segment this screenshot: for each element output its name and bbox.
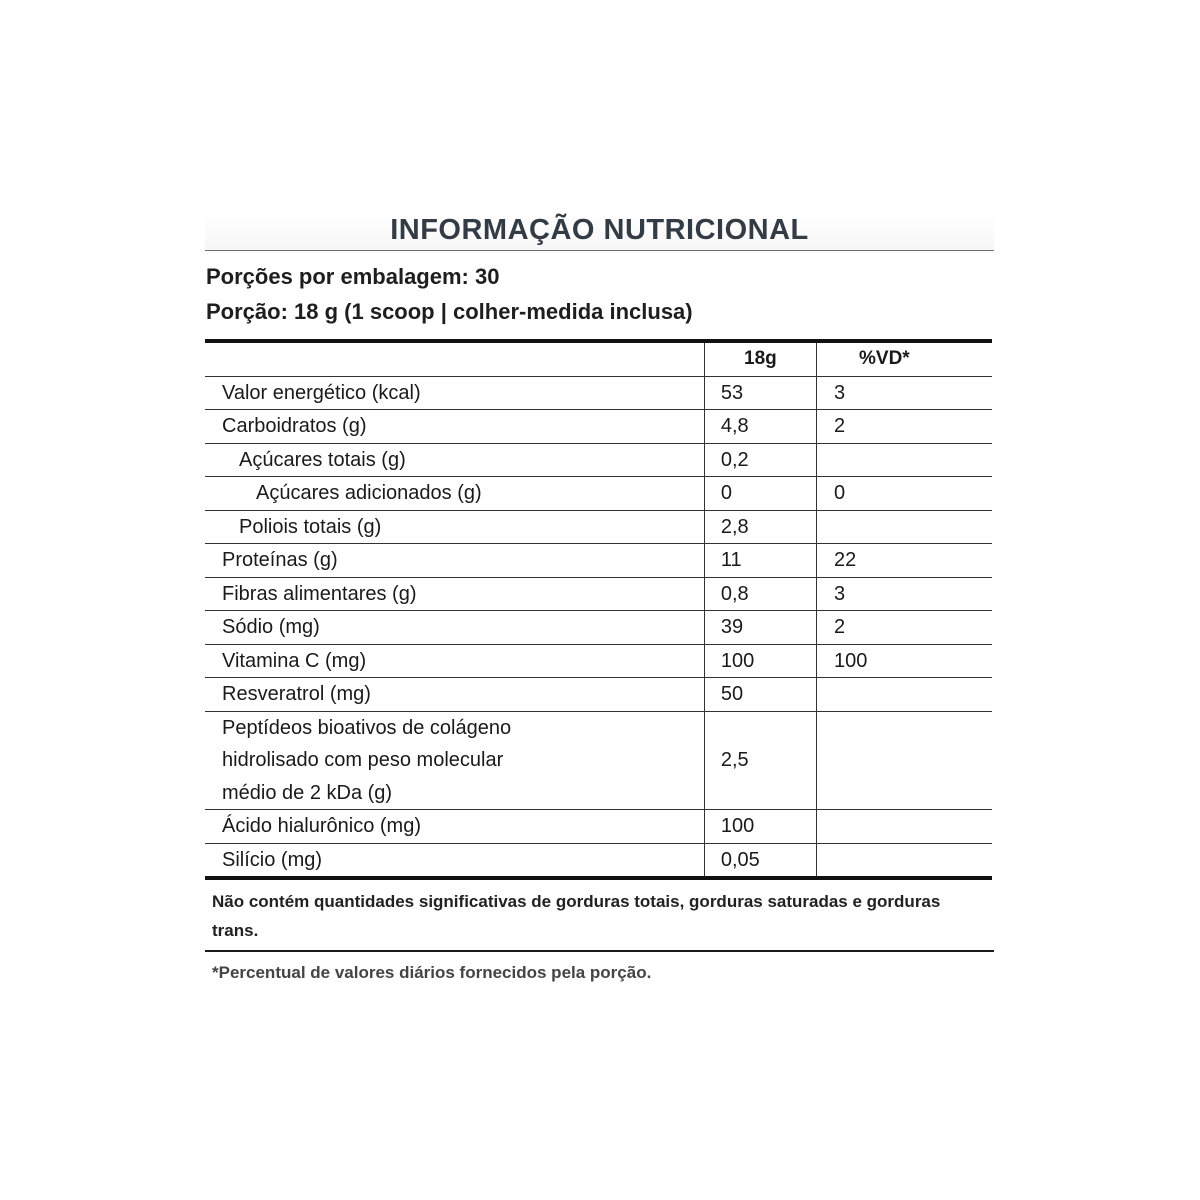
nutrient-amount: 11 [720,549,742,572]
table-row [205,611,992,645]
nutrient-amount: 0,05 [720,848,760,871]
nutrient-dv [817,683,834,705]
table-row [205,443,992,477]
nutrient-name: Carboidratos (g) [222,415,367,438]
nutrient-name: Fibras alimentares (g) [222,582,417,605]
header-daily-value: %VD* [817,341,992,376]
not-significant-note: Não contém quantidades significativas de gorduras totais, gorduras saturadas e gorduras trans. [205,880,994,952]
nutrient-name: Resveratrol (mg) [222,683,371,706]
nutrient-dv [817,815,834,837]
nutrient-amount: 2,8 [720,515,749,538]
table-row [205,376,992,410]
nutrient-name: Silício (mg) [222,848,323,871]
table-row [205,711,992,810]
nutrient-dv: 3 [834,381,846,404]
nutrient-dv: 0 [834,482,846,505]
nutrition-table [205,339,992,880]
nutrient-name: Vitamina C (mg) [222,649,367,672]
header-nutrient [205,341,704,376]
nutrient-amount: 39 [720,616,744,639]
nutrient-name: Ácido hialurônico (mg) [222,815,421,838]
label-title: INFORMAÇÃO NUTRICIONAL [205,210,994,251]
nutrient-dv: 2 [834,415,846,438]
nutrient-amount: 2,5 [720,749,749,772]
nutrient-name: Poliois totais (g) [239,515,382,538]
nutrient-name-line: hidrolisado com peso molecular [222,749,504,771]
nutrient-dv: 100 [834,649,868,672]
nutrient-amount: 0 [720,482,732,505]
nutrient-dv [817,449,834,471]
nutrient-dv [817,749,834,771]
table-row [205,843,992,878]
nutrient-dv: 22 [834,549,857,572]
nutrient-amount: 0,8 [720,582,749,605]
table-row [205,510,992,544]
nutrient-name: Açúcares totais (g) [239,448,406,471]
nutrient-dv: 3 [834,582,846,605]
nutrient-name: Açúcares adicionados (g) [256,482,482,505]
nutrient-name-line: médio de 2 kDa (g) [222,781,393,804]
table-row [205,544,992,578]
nutrient-name: Sódio (mg) [222,616,320,639]
nutrient-dv: 2 [834,616,846,639]
header-amount: 18g [704,341,816,376]
serving-size: Porção: 18 g (1 scoop | colher-medida inclusa) [206,299,693,324]
table-row [205,678,992,712]
nutrient-amount: 0,2 [720,448,749,471]
nutrition-facts-label [205,210,994,987]
nutrient-amount: 50 [720,683,744,706]
nutrient-name: Proteínas (g) [222,549,338,572]
nutrient-dv [817,516,834,538]
table-row [205,577,992,611]
table-header-row [205,341,992,376]
table-row [205,410,992,444]
daily-value-footnote: *Percentual de valores diários fornecidos pela porção. [212,963,652,982]
nutrient-amount: 100 [720,649,755,672]
nutrient-name-line: Peptídeos bioativos de colágeno [222,716,512,739]
table-row [205,477,992,511]
table-row [205,644,992,678]
nutrient-dv [817,849,834,871]
nutrient-amount: 100 [720,815,755,838]
nutrient-amount: 53 [720,381,744,404]
nutrient-amount: 4,8 [720,415,749,438]
table-row [205,810,992,844]
nutrient-name: Valor energético (kcal) [222,381,421,404]
servings-per-package: Porções por embalagem: 30 [206,264,500,289]
